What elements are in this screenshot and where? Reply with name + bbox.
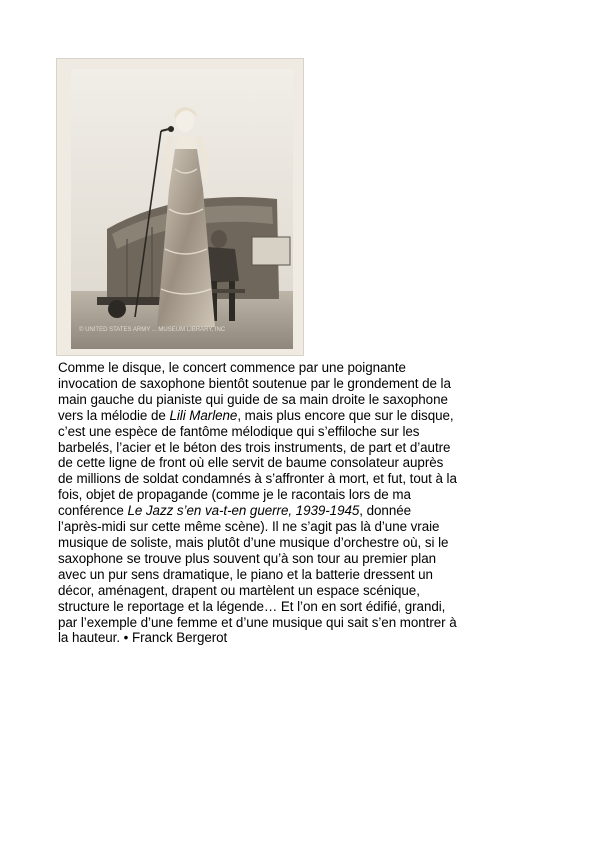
text-segment: saxophone se trouve plus souvent qu’à son tour au premier plan: [58, 550, 437, 566]
text-segment: la hauteur. • Franck Bergerot: [58, 630, 228, 646]
text-segment: décor, aménagent, drapent ou martèlent un espace scénique,: [58, 582, 420, 598]
article-line: [58, 392, 544, 408]
text-segment: Comme le disque, le concert commence par une poignante: [58, 360, 406, 375]
article-line: [58, 615, 544, 631]
article-line: [58, 630, 544, 646]
article-line: [58, 535, 544, 551]
article-line: [58, 519, 544, 535]
text-segment: l’après-midi sur cette même scène). Il ne s’agit pas là d’une vraie: [58, 519, 440, 535]
article-body: [58, 360, 544, 646]
text-segment: barbelés, l’acier et le béton des trois instruments, de part et d’autre: [58, 439, 451, 455]
article-line: [58, 455, 544, 471]
article-line: [58, 487, 544, 503]
article-line: [58, 583, 544, 599]
text-segment: musique de soliste, mais plutôt d’une musique d’orchestre où, si le: [58, 534, 449, 550]
text-segment: , mais plus encore que sur le disque,: [237, 407, 454, 423]
article-line: [58, 599, 544, 615]
article-line: [58, 360, 544, 376]
text-segment: de cette ligne de front où elle servit de baume consolateur auprès: [58, 455, 444, 471]
text-segment: vers la mélodie de: [58, 407, 170, 423]
article-line: [58, 408, 544, 424]
article-line: [58, 376, 544, 392]
article-line: [58, 440, 544, 456]
article-line: [58, 551, 544, 567]
article-line: [58, 424, 544, 440]
text-segment: main gauche du pianiste qui guide de sa main droite le saxophone: [58, 391, 448, 407]
text-segment: c’est une espèce de fantôme mélodique qui s’effiloche sur les: [58, 423, 420, 439]
article-line: [58, 567, 544, 583]
text-segment: fois, objet de propagande (comme je le racontais lors de ma: [58, 487, 411, 503]
photo-watermark: © UNITED STATES ARMY ... MUSEUM LIBRARY, INC: [79, 327, 226, 333]
photo-illustration: [57, 59, 304, 356]
italic-title: Le Jazz s’en va-t-en guerre, 1939-1945: [127, 503, 360, 519]
italic-title: Lili Marlene: [169, 407, 238, 423]
text-segment: structure le reportage et la légende… Et l’on en sort édifié, grandi,: [58, 598, 446, 614]
text-segment: , donnée: [359, 503, 412, 519]
article-line: [58, 503, 544, 519]
text-segment: par l’exemple d’une femme et d’une musique qui sait s’en montrer à: [58, 614, 457, 630]
text-segment: invocation de saxophone bientôt soutenue par le grondement de la: [58, 375, 451, 391]
text-segment: conférence: [58, 503, 128, 519]
concert-photograph: [56, 58, 304, 356]
text-segment: de millions de soldat condamnés à s’affronter à mort, et fut, tout à la: [58, 471, 457, 487]
article-line: [58, 471, 544, 487]
text-segment: avec un pur sens dramatique, le piano et la batterie dressent un: [58, 566, 433, 582]
